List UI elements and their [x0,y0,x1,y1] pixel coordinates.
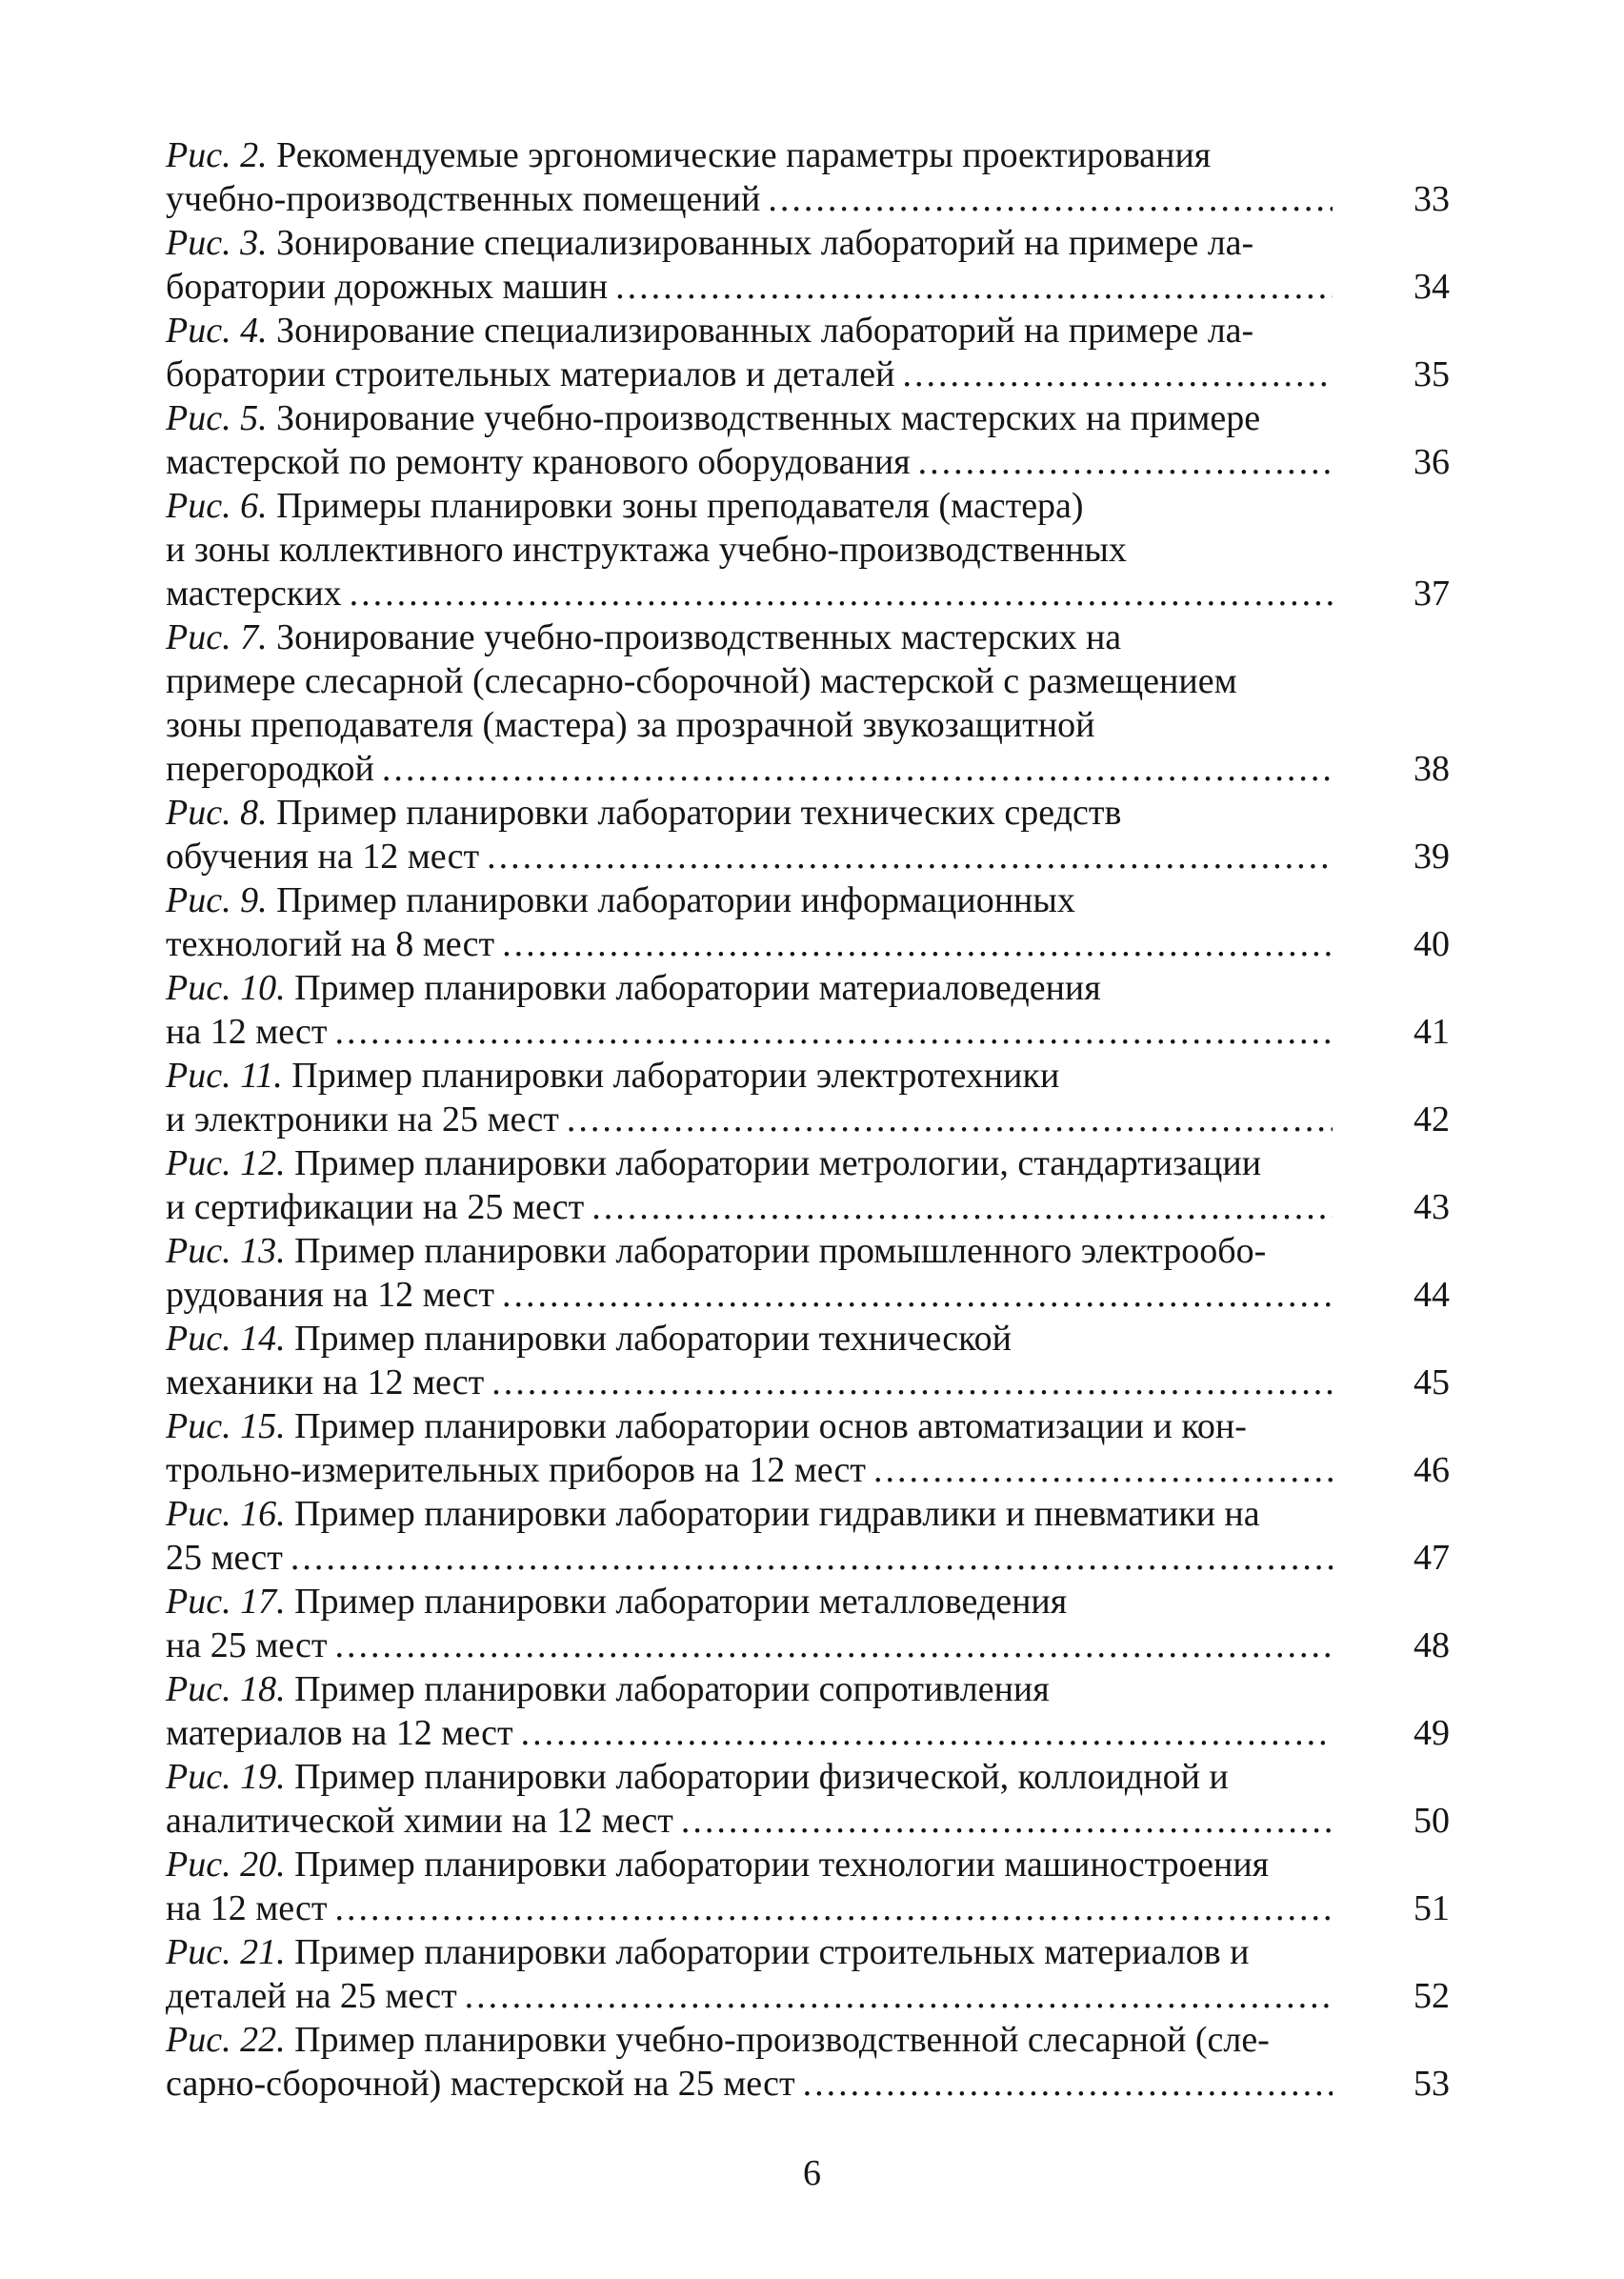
toc-entry-text [166,221,1333,309]
toc-entry-last-line [166,1273,1333,1317]
toc-entry-last-line [166,1711,1333,1755]
dot-leader [335,1010,1333,1054]
figure-caption-end: на 12 мест [166,1012,328,1052]
toc-page-number: 48 [1413,1625,1450,1665]
figure-label: Рис. 7. [166,617,268,657]
figure-label: Рис. 3. [166,223,268,263]
figure-caption-end: обучения на 12 мест [166,837,480,877]
figure-caption-line: Пример планировки лаборатории промышленного электрообо- [294,1231,1267,1271]
toc-entry [166,1141,1454,1229]
figure-caption-line: Пример планировки лаборатории электротехники [291,1056,1060,1096]
toc-entry [166,133,1454,221]
toc-page-number: 35 [1413,354,1450,394]
figure-caption-line: Пример планировки лаборатории гидравлики и пневматики на [294,1494,1260,1534]
toc-page-number: 44 [1413,1275,1450,1315]
figure-caption-line: Пример планировки лаборатории материаловедения [294,968,1101,1008]
toc-entry-text [166,1141,1333,1229]
dot-leader [382,747,1333,791]
figure-caption-end: и сертификации на 25 мест [166,1187,585,1227]
dot-leader [567,1098,1333,1141]
toc-entry [166,484,1454,615]
toc-entry-line [166,659,1333,703]
toc-entry-line [166,1930,1333,1974]
toc-page-number: 37 [1413,574,1450,614]
figure-caption-line: Зонирование учебно-производственных мастерских на [276,617,1122,657]
figure-caption-line: Пример планировки лаборатории технических средств [276,793,1122,833]
toc-entry-line [166,1229,1333,1273]
dot-leader [491,1361,1333,1404]
toc-entry-last-line [166,440,1333,484]
toc-entry-text [166,1317,1333,1404]
toc-entry [166,1492,1454,1580]
dot-leader [615,265,1333,309]
figure-caption-line: зоны преподавателя (мастера) за прозрачной звукозащитной [166,705,1095,745]
toc-entry-text [166,309,1333,396]
figure-caption-end: сарно-сборочной) мастерской на 25 мест [166,2064,795,2104]
figure-label: Рис. 20. [166,1845,286,1885]
dot-leader [591,1185,1333,1229]
toc-entry-last-line [166,1361,1333,1404]
toc-entry-line [166,1580,1333,1624]
toc-page-number: 34 [1413,267,1450,307]
dot-leader [681,1799,1333,1843]
figure-label: Рис. 11. [166,1056,283,1096]
figure-label: Рис. 10. [166,968,286,1008]
figure-caption-end: рудования на 12 мест [166,1275,494,1315]
figure-caption-end: 25 мест [166,1538,283,1578]
toc-entry-last-line [166,353,1333,396]
dot-leader [335,1624,1333,1667]
figure-caption-end: на 25 мест [166,1625,328,1665]
dot-leader [902,353,1333,396]
toc-entry [166,1317,1454,1404]
toc-entry-last-line [166,747,1333,791]
figure-caption-line: Пример планировки лаборатории сопротивления [294,1669,1050,1709]
toc-entry-last-line [166,1799,1333,1843]
toc-entry [166,615,1454,791]
toc-page-number: 46 [1413,1450,1450,1490]
toc-entry-text [166,133,1333,221]
toc-entry [166,966,1454,1054]
dot-leader [502,922,1333,966]
figure-caption-end: мастерской по ремонту кранового оборудования [166,442,911,482]
figure-caption-end: мастерских [166,574,342,614]
figure-label: Рис. 12. [166,1143,286,1183]
dot-leader [768,177,1333,221]
toc-entry-line [166,221,1333,265]
figure-caption-end: боратории дорожных машин [166,267,609,307]
dot-leader [350,572,1333,615]
toc-entry-line [166,1054,1333,1098]
figure-caption-line: Рекомендуемые эргономические параметры проектирования [276,135,1212,175]
figure-caption-end: перегородкой [166,749,374,789]
toc-entry [166,791,1454,878]
figure-caption-line: Зонирование специализированных лабораторий на примере ла- [276,223,1254,263]
toc-entry-text [166,1229,1333,1317]
toc-entry-last-line [166,1624,1333,1667]
figure-caption-line: Зонирование учебно-производственных мастерских на примере [276,398,1261,438]
toc-entry-text [166,1054,1333,1141]
figure-caption-line: Пример планировки лаборатории метрологии, стандартизации [294,1143,1262,1183]
figure-caption-line: Пример планировки лаборатории технологии машиностроения [294,1845,1270,1885]
toc-entry-line [166,878,1333,922]
toc-entry [166,1404,1454,1492]
dot-leader [521,1711,1333,1755]
toc-page-number: 42 [1413,1099,1450,1140]
toc-entry-last-line [166,835,1333,878]
figure-caption-line: Пример планировки лаборатории физической, коллоидной и [294,1757,1229,1797]
toc-entry [166,1667,1454,1755]
toc-entry [166,1930,1454,2018]
dot-leader [335,1886,1333,1930]
toc-entry-last-line [166,572,1333,615]
toc-entry-text [166,1667,1333,1755]
dot-leader [502,1273,1333,1317]
toc-page-number: 47 [1413,1538,1450,1578]
figure-caption-line: Пример планировки учебно-производственной слесарной (сле- [294,2020,1270,2060]
figure-label: Рис. 6. [166,486,268,526]
toc-entry-text [166,1930,1333,2018]
toc-entry-text [166,966,1333,1054]
toc-entry-text [166,1580,1333,1667]
figure-caption-end: учебно-производственных помещений [166,179,761,219]
dot-leader [873,1448,1333,1492]
toc-entry-last-line [166,1185,1333,1229]
toc-entry-line [166,615,1333,659]
figure-label: Рис. 5. [166,398,268,438]
toc-entry-line [166,791,1333,835]
dot-leader [465,1974,1333,2018]
toc-entry-text [166,396,1333,484]
figure-label: Рис. 21. [166,1932,286,1972]
toc-entry-last-line [166,177,1333,221]
figure-caption-line: примере слесарной (слесарно-сборочной) мастерской с размещением [166,661,1237,701]
toc-entry-line [166,1141,1333,1185]
figure-caption-end: трольно-измерительных приборов на 12 мест [166,1450,867,1490]
toc-entry-line [166,1317,1333,1361]
toc-entry-text [166,484,1333,615]
toc-entry [166,309,1454,396]
toc-entry-line [166,703,1333,747]
toc-entry-text [166,1492,1333,1580]
toc-page-number: 33 [1413,179,1450,219]
toc-entry-text [166,615,1333,791]
toc-page-number: 38 [1413,749,1450,789]
toc-entry-text [166,1404,1333,1492]
toc-entry-line [166,2018,1333,2062]
dot-leader [487,835,1333,878]
list-of-figures [166,133,1454,2106]
figure-caption-line: Пример планировки лаборатории строительных материалов и [294,1932,1250,1972]
toc-entry-line [166,528,1333,572]
toc-entry-last-line [166,265,1333,309]
toc-entry-last-line [166,1536,1333,1580]
toc-entry-line [166,396,1333,440]
toc-entry-last-line [166,1010,1333,1054]
toc-entry-line [166,133,1333,177]
figure-label: Рис. 9. [166,880,268,920]
toc-entry-line [166,1492,1333,1536]
toc-entry [166,2018,1454,2106]
toc-entry-last-line [166,1098,1333,1141]
toc-entry [166,1580,1454,1667]
figure-caption-line: Пример планировки лаборатории информационных [276,880,1075,920]
figure-caption-end: и электроники на 25 мест [166,1099,559,1140]
toc-entry-last-line [166,1886,1333,1930]
figure-label: Рис. 2. [166,135,268,175]
toc-page-number: 39 [1413,837,1450,877]
figure-caption-end: технологий на 8 мест [166,924,495,964]
toc-entry-line [166,484,1333,528]
toc-entry-text [166,878,1333,966]
toc-entry-text [166,791,1333,878]
figure-caption-line: Пример планировки лаборатории металловедения [294,1582,1068,1622]
figure-caption-line: Примеры планировки зоны преподавателя (мастера) [276,486,1084,526]
figure-caption-end: материалов на 12 мест [166,1713,513,1753]
toc-entry-line [166,1667,1333,1711]
figure-label: Рис. 4. [166,311,268,351]
figure-label: Рис. 17. [166,1582,286,1622]
toc-entry-line [166,1404,1333,1448]
figure-label: Рис. 22. [166,2020,286,2060]
toc-entry-text [166,1843,1333,1930]
toc-entry [166,1755,1454,1843]
toc-entry-line [166,1755,1333,1799]
toc-entry-line [166,966,1333,1010]
toc-page-number: 50 [1413,1801,1450,1841]
toc-entry-last-line [166,1974,1333,2018]
figure-caption-line: и зоны коллективного инструктажа учебно-производственных [166,530,1127,570]
toc-page-number: 41 [1413,1012,1450,1052]
dot-leader [803,2062,1333,2106]
toc-entry-last-line [166,1448,1333,1492]
figure-caption-end: деталей на 25 мест [166,1976,457,2016]
figure-caption-end: боратории строительных материалов и деталей [166,354,895,394]
figure-caption-line: Зонирование специализированных лабораторий на примере ла- [276,311,1254,351]
toc-page-number: 53 [1413,2064,1450,2104]
toc-page-number: 52 [1413,1976,1450,2016]
toc-entry-line [166,1843,1333,1886]
figure-label: Рис. 16. [166,1494,286,1534]
toc-page-number: 36 [1413,442,1450,482]
toc-entry-line [166,309,1333,353]
toc-entry [166,221,1454,309]
figure-caption-end: механики на 12 мест [166,1362,485,1402]
dot-leader [291,1536,1333,1580]
figure-label: Рис. 8. [166,793,268,833]
figure-label: Рис. 19. [166,1757,286,1797]
toc-page-number: 43 [1413,1187,1450,1227]
figure-label: Рис. 14. [166,1319,286,1359]
figure-label: Рис. 13. [166,1231,286,1271]
toc-page-number: 40 [1413,924,1450,964]
dot-leader [918,440,1333,484]
toc-entry-text [166,2018,1333,2106]
toc-entry-last-line [166,2062,1333,2106]
figure-caption-end: аналитической химии на 12 мест [166,1801,673,1841]
toc-page-number: 49 [1413,1713,1450,1753]
toc-page-number: 51 [1413,1888,1450,1928]
toc-entry [166,878,1454,966]
toc-entry [166,1054,1454,1141]
page-number-footer: 6 [803,2153,821,2193]
toc-entry [166,1229,1454,1317]
toc-entry-text [166,1755,1333,1843]
toc-entry [166,1843,1454,1930]
toc-entry [166,396,1454,484]
toc-entry-last-line [166,922,1333,966]
figure-label: Рис. 18. [166,1669,286,1709]
figure-caption-line: Пример планировки лаборатории технической [294,1319,1012,1359]
figure-caption-line: Пример планировки лаборатории основ автоматизации и кон- [294,1406,1247,1446]
toc-page-number: 45 [1413,1362,1450,1402]
figure-label: Рис. 15. [166,1406,286,1446]
figure-caption-end: на 12 мест [166,1888,328,1928]
